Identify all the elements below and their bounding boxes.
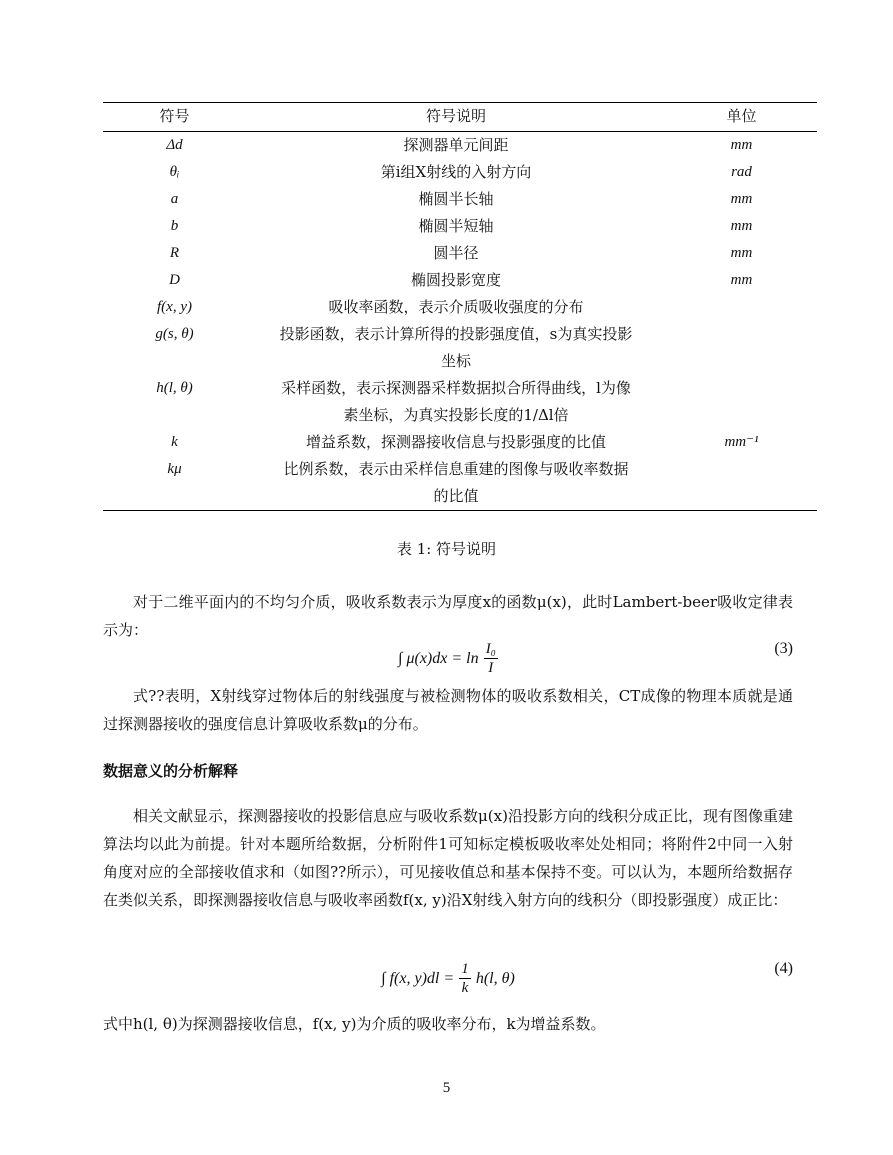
row-unit: [666, 294, 817, 321]
row-description: [246, 456, 666, 510]
row-unit: mm⁻¹: [724, 434, 759, 450]
paragraph-4: 式中h(l, θ)为探测器接收信息，f(x, y)为介质的吸收率分布，k为增益系数。: [103, 1015, 606, 1033]
description-line: 椭圆投影宽度: [410, 271, 501, 289]
equation-4-label: (4): [774, 960, 793, 977]
equation-3-denominator: I: [488, 660, 494, 676]
table-row: [103, 267, 817, 294]
row-symbol: Δd: [166, 137, 183, 153]
row-symbol: k: [171, 434, 178, 450]
page-number: 5: [442, 1080, 451, 1096]
table-row: [103, 294, 817, 321]
row-symbol: h(l, θ): [156, 380, 193, 396]
description-line: 椭圆半长轴: [418, 190, 494, 208]
description-line: 素坐标，为真实投影长度的1/Δl倍: [343, 406, 569, 424]
row-unit: [666, 321, 817, 375]
row-unit: [666, 456, 817, 510]
equation-4-rhs: h(l, θ): [475, 970, 515, 987]
paragraph-3: 相关文献显示，探测器接收的投影信息应与吸收系数μ(x)沿投影方向的线积分成正比，现有图像重建算法均以此为前提。针对本题所给数据，分析附件1可知标定模板吸收率处处相同；将附件2中同一入射角度对应的全部接收值求和（如图??所示），可见接收值总和基本保持不变。可以认为，本题所给数据存在类似关系，即探测器接收信息与吸收率函数f(x, y)沿X射线入射方向的线积分（即投影强度）成正比：: [103, 807, 793, 909]
description-line: 坐标: [440, 352, 471, 370]
row-description: [246, 267, 666, 294]
row-unit: mm: [730, 245, 753, 261]
row-symbol: a: [170, 191, 179, 207]
equation-4-denominator: k: [461, 980, 469, 996]
description-line: 探测器单元间距: [403, 136, 509, 154]
table-bottom-rule: [103, 510, 817, 511]
description-line: 比例系数，表示由采样信息重建的图像与吸收率数据: [283, 460, 629, 478]
row-description: [246, 213, 666, 240]
row-symbol: R: [169, 245, 180, 261]
row-unit: rad: [731, 164, 752, 180]
row-unit: [666, 375, 817, 429]
header-unit: 单位: [726, 107, 757, 125]
row-symbol: b: [170, 218, 179, 234]
symbol-table: [103, 102, 817, 511]
row-symbol: θᵢ: [169, 164, 180, 180]
table-row: [103, 159, 817, 186]
row-unit: mm: [730, 137, 753, 153]
table-caption: 表 1: 符号说明: [396, 540, 497, 558]
row-description: [246, 159, 666, 186]
row-description: [246, 429, 666, 456]
row-symbol: g(s, θ): [155, 326, 194, 342]
description-line: 采样函数，表示探测器采样数据拟合所得曲线，l为像: [281, 379, 631, 397]
equation-3-label: (3): [774, 640, 793, 657]
equation-4-numerator: 1: [461, 961, 469, 977]
table-body: [103, 132, 817, 510]
equation-4: [103, 952, 793, 996]
equation-4-fraction: [459, 960, 471, 997]
row-unit: mm: [730, 272, 753, 288]
table-header-row: [103, 103, 817, 131]
description-line: 增益系数，探测器接收信息与投影强度的比值: [305, 433, 606, 451]
equation-3: [103, 632, 793, 676]
header-symbol: 符号: [159, 107, 190, 125]
table-row: [103, 375, 817, 429]
row-symbol: f(x, y): [157, 299, 192, 315]
table-row: [103, 321, 817, 375]
row-description: [246, 240, 666, 267]
table-row: [103, 186, 817, 213]
row-unit: mm: [730, 191, 753, 207]
equation-3-numerator: I₀: [485, 641, 496, 657]
header-description: 符号说明: [425, 107, 486, 125]
equation-3-lhs: ∫ μ(x)dx = ln: [398, 650, 479, 667]
paragraph-1: 对于二维平面内的不均匀介质，吸收系数表示为厚度x的函数μ(x)，此时Lambert-beer吸收定律表示为：: [103, 593, 793, 639]
row-symbol: kμ: [167, 461, 182, 477]
table-row: [103, 213, 817, 240]
row-description: [246, 186, 666, 213]
table-row: [103, 240, 817, 267]
description-line: 吸收率函数，表示介质吸收强度的分布: [328, 298, 584, 316]
table-row: [103, 132, 817, 159]
row-unit: mm: [730, 218, 753, 234]
description-line: 椭圆半短轴: [418, 217, 494, 235]
equation-3-fraction: [484, 640, 498, 677]
description-line: 的比值: [433, 487, 479, 505]
row-description: [246, 294, 666, 321]
description-line: 第i组X射线的入射方向: [380, 163, 532, 181]
description-line: 投影函数，表示计算所得的投影强度值，s为真实投影: [279, 325, 633, 343]
row-description: [246, 375, 666, 429]
section-title: 数据意义的分析解释: [103, 762, 239, 780]
row-description: [246, 321, 666, 375]
table-row: [103, 429, 817, 456]
table-row: [103, 456, 817, 510]
row-symbol: D: [169, 272, 180, 288]
row-description: [246, 132, 666, 159]
description-line: 圆半径: [433, 244, 479, 262]
equation-4-lhs: ∫ f(x, y)dl =: [381, 970, 455, 987]
paragraph-2: 式??表明，X射线穿过物体后的射线强度与被检测物体的吸收系数相关，CT成像的物理本质就是通过探测器接收的强度信息计算吸收系数μ的分布。: [103, 687, 793, 733]
